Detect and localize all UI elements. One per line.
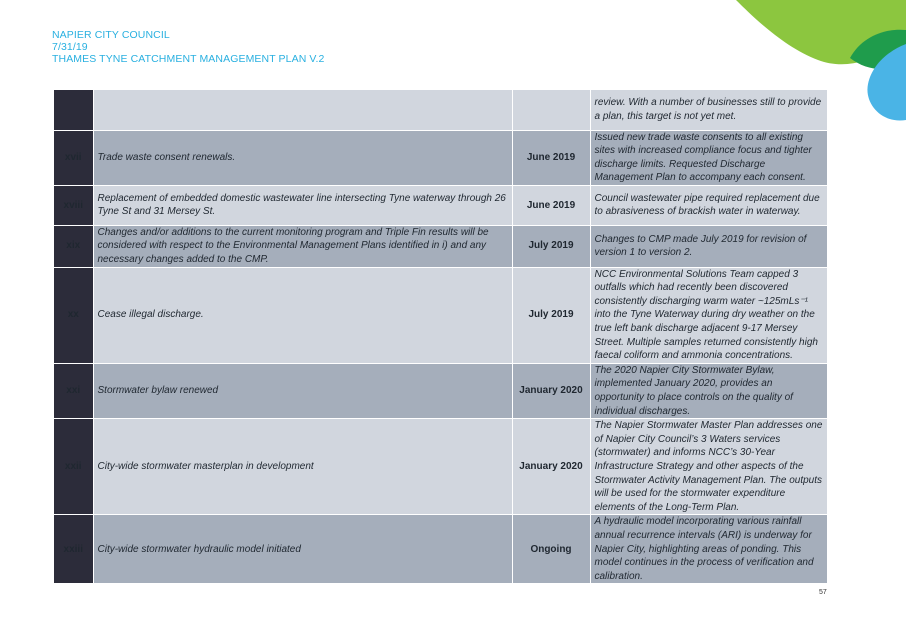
- row-action: [93, 90, 512, 130]
- page-number: 57: [819, 589, 827, 596]
- table-row: [54, 363, 827, 418]
- row-number: xviii: [54, 185, 93, 225]
- row-date: June 2019: [512, 130, 590, 185]
- row-action: City-wide stormwater hydraulic model initiated: [93, 515, 512, 584]
- row-number: xix: [54, 225, 93, 267]
- header-org: NAPIER CITY COUNCIL: [52, 29, 170, 41]
- row-date: June 2019: [512, 185, 590, 225]
- row-number: xxi: [54, 363, 93, 418]
- header-title: THAMES TYNE CATCHMENT MANAGEMENT PLAN V.2: [52, 53, 325, 65]
- row-date: [512, 90, 590, 130]
- row-comment: Changes to CMP made July 2019 for revision of version 1 to version 2.: [590, 225, 827, 267]
- header-date: 7/31/19: [52, 41, 88, 53]
- row-action: Stormwater bylaw renewed: [93, 363, 512, 418]
- row-number: xxii: [54, 419, 93, 515]
- row-comment: Issued new trade waste consents to all existing sites with increased compliance focus and tighter discharge limits. Requested Discharge Management Plan to accompany each consent.: [590, 130, 827, 185]
- row-comment: The Napier Stormwater Master Plan addresses one of Napier City Council’s 3 Waters services (stormwater) and informs NCC’s 30-Year Infrastructure Strategy and other aspects of the Stormwater Activity Management Plan. The outputs will be used for the stormwater expenditure elements of the Long-Term Plan.: [590, 419, 827, 515]
- row-action: Changes and/or additions to the current monitoring program and Triple Fin results will be considered with respect to the Environmental Management Plans identified in i) and any necessary changes added to the CMP.: [93, 225, 512, 267]
- row-date: July 2019: [512, 225, 590, 267]
- table-row: [54, 419, 827, 515]
- row-comment: NCC Environmental Solutions Team capped 3 outfalls which had recently been discovered consistently discharging warm water ~125mLs⁻¹ into the Tyne Waterway during dry weather on the true left bank discharge adjacent 9-17 Mersey Street. Multiple samples returned consistently high faecal coliform and ammonia concentrations.: [590, 267, 827, 363]
- row-date: January 2020: [512, 363, 590, 418]
- row-action: Trade waste consent renewals.: [93, 130, 512, 185]
- row-number: [54, 90, 93, 130]
- table-row: [54, 225, 827, 267]
- row-comment: The 2020 Napier City Stormwater Bylaw, implemented January 2020, provides an opportunity to place controls on the quality of individual discharges.: [590, 363, 827, 418]
- row-comment: Council wastewater pipe required replacement due to abrasiveness of brackish water in waterway.: [590, 185, 827, 225]
- table-row: [54, 130, 827, 185]
- row-action: City-wide stormwater masterplan in development: [93, 419, 512, 515]
- table-row: [54, 185, 827, 225]
- row-number: xxiii: [54, 515, 93, 584]
- row-date: Ongoing: [512, 515, 590, 584]
- row-comment: A hydraulic model incorporating various rainfall annual recurrence intervals (ARI) is underway for Napier City, highlighting areas of ponding. This model continues in the process of verification and calibration.: [590, 515, 827, 584]
- action-plan-table: [54, 90, 828, 584]
- row-number: xvii: [54, 130, 93, 185]
- row-date: July 2019: [512, 267, 590, 363]
- table-row: [54, 267, 827, 363]
- table-row: [54, 90, 827, 130]
- row-date: January 2020: [512, 419, 590, 515]
- row-action: Cease illegal discharge.: [93, 267, 512, 363]
- row-number: xx: [54, 267, 93, 363]
- row-action: Replacement of embedded domestic wastewater line intersecting Tyne waterway through 26 Tyne St and 31 Mersey St.: [93, 185, 512, 225]
- document-header: [52, 29, 325, 65]
- table-row: [54, 515, 827, 584]
- row-comment: review. With a number of businesses still to provide a plan, this target is not yet met.: [590, 90, 827, 130]
